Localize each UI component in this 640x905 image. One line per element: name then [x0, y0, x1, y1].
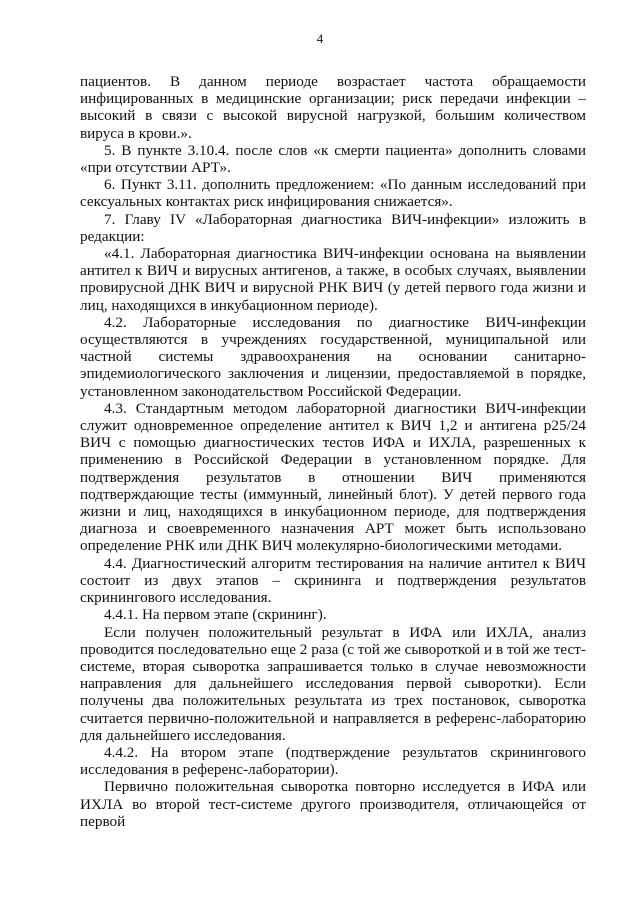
paragraph: 7. Главу IV «Лабораторная диагностика ВИЧ-инфекции» изложить в редакции:	[80, 210, 586, 245]
paragraph: 4.4.2. На втором этапе (подтверждение результатов скринингового исследования в референс-лаборатории).	[80, 743, 586, 779]
paragraph: Первично положительная сыворотка повторно исследуется в ИФА или ИХЛА во второй тест-системе другого производителя, отличающейся от первой	[80, 778, 586, 830]
page-number: 4	[316, 31, 324, 46]
paragraph: 4.3. Стандартным методом лабораторной диагностики ВИЧ-инфекции служит одновременное определение антител к ВИЧ 1,2 и антигена p25/24 ВИЧ с помощью диагностических тестов ИФА и ИХЛА, разрешенных к применению в Российской Федерации в установленном порядке. Для подтверждения результатов в отношении ВИЧ применяются подтверждающие тесты (иммунный, линейный блот). У детей первого года жизни и лиц, находящихся в инкубационном периоде, для подтверждения диагноза и своевременного назначения АРТ может быть использовано определение РНК или ДНК ВИЧ молекулярно-биологическими методами.	[80, 399, 586, 555]
paragraph: 4.4. Диагностический алгоритм тестирования на наличие антител к ВИЧ состоит из двух этапов – скрининга и подтверждения результатов скринингового исследования.	[80, 554, 586, 607]
document-body	[80, 73, 586, 830]
paragraph: 4.4.1. На первом этапе (скрининг).	[104, 606, 327, 624]
paragraph: пациентов. В данном периоде возрастает частота обращаемости инфицированных в медицинские организации; риск передачи инфекции – высокий в связи с высокой вирусной нагрузкой, большим количеством вируса в крови.».	[80, 73, 586, 142]
paragraph: 6. Пункт 3.11. дополнить предложением: «По данным исследований при сексуальных контактах риск инфицирования снижается».	[80, 176, 586, 211]
paragraph: 4.2. Лабораторные исследования по диагностике ВИЧ-инфекции осуществляются в учреждениях государственной, муниципальной или частной системы здравоохранения на основании санитарно-эпидемиологического заключения и лицензии, предоставляемой в порядке, установленном законодательством Российской Федерации.	[80, 313, 586, 400]
paragraph: Если получен положительный результат в ИФА или ИХЛА, анализ проводится последовательно еще 2 раза (с той же сывороткой и в той же тест-системе, вторая сыворотка запрашивается только в случае невозможности направления для дальнейшего исследования первой сыворотки). Если получены два положительных результата из трех постановок, сыворотка считается первично-положительной и направляется в референс-лабораторию для дальнейшего исследования.	[80, 623, 586, 744]
paragraph: 5. В пункте 3.10.4. после слов «к смерти пациента» дополнить словами «при отсутствии АРТ».	[80, 141, 586, 177]
paragraph: «4.1. Лабораторная диагностика ВИЧ-инфекции основана на выявлении антител к ВИЧ и вирусных антигенов, а также, в особых случаях, выявлении провирусной ДНК ВИЧ и вирусной РНК ВИЧ (у детей первого года жизни и лиц, находящихся в инкубационном периоде).	[80, 245, 586, 314]
